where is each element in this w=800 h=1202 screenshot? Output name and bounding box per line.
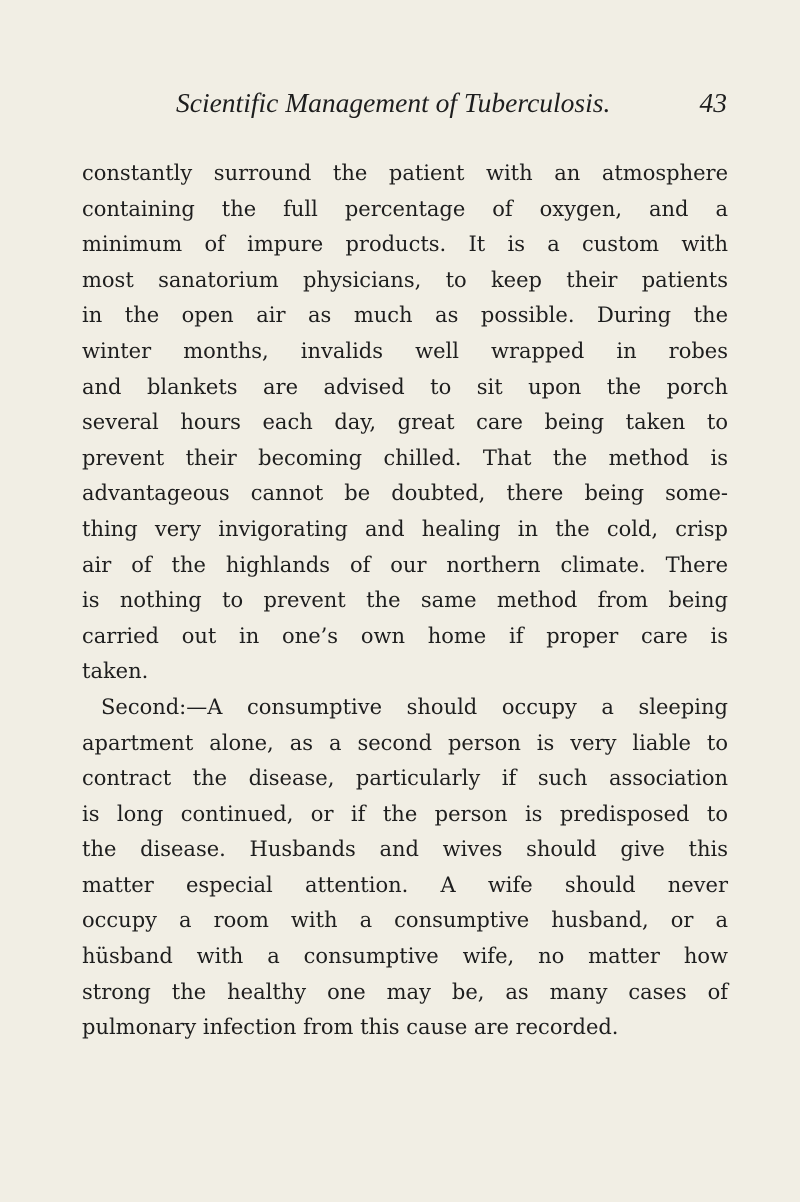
text-line: containing the full percentage of oxygen, and a — [82, 196, 728, 221]
paragraph-first-line: Second:—A consumptive should occupy a sleeping — [101, 694, 728, 719]
text-line: winter months, invalids well wrapped in robes — [82, 338, 728, 363]
paragraph-end-line: taken. — [82, 659, 149, 684]
text-line: in the open air as much as possible. During the — [82, 303, 728, 328]
text-line: advantageous cannot be doubted, there being some- — [82, 481, 728, 506]
running-head — [176, 83, 727, 123]
paragraph-end-line: pulmonary infection from this cause are recorded. — [82, 1015, 619, 1040]
text-line: matter especial attention. A wife should never — [82, 872, 728, 897]
text-line: is nothing to prevent the same method from being — [82, 588, 728, 613]
text-line: apartment alone, as a second person is very liable to — [82, 730, 728, 755]
text-line: contract the disease, particularly if such association — [82, 766, 728, 791]
text-line: hüsband with a consumptive wife, no matter how — [82, 944, 728, 969]
text-line: carried out in one’s own home if proper care is — [82, 623, 728, 648]
text-line: several hours each day, great care being taken to — [82, 410, 728, 435]
text-line: constantly surround the patient with an atmosphere — [82, 161, 728, 185]
text-line: strong the healthy one may be, as many cases of — [82, 979, 728, 1004]
page-number: 43 — [699, 87, 727, 118]
text-line: is long continued, or if the person is predisposed to — [82, 801, 728, 826]
text-line: occupy a room with a consumptive husband, or a — [82, 908, 728, 933]
text-line: air of the highlands of our northern climate. There — [82, 552, 728, 577]
text-line: prevent their becoming chilled. That the method is — [82, 445, 728, 470]
body-text — [82, 156, 728, 1046]
text-line: and blankets are advised to sit upon the porch — [82, 374, 728, 399]
text-line: most sanatorium physicians, to keep their patients — [82, 267, 728, 292]
text-line: the disease. Husbands and wives should give this — [82, 837, 728, 862]
running-title: Scientific Management of Tuberculosis. — [176, 87, 611, 118]
text-line: thing very invigorating and healing in the cold, crisp — [82, 516, 728, 541]
text-line: minimum of impure products. It is a custom with — [82, 232, 728, 257]
